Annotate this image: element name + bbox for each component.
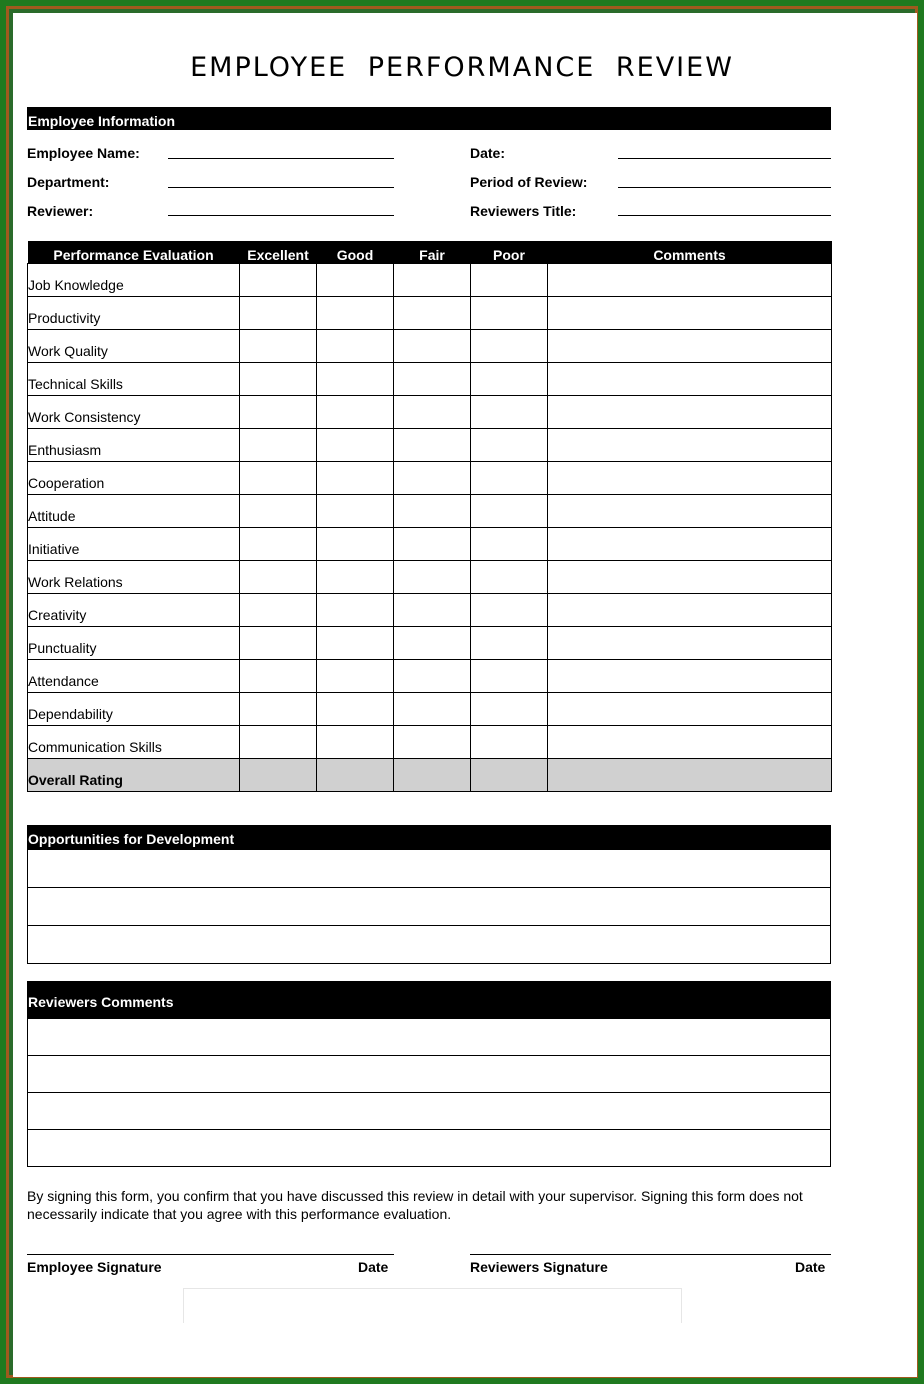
rating-cell-fair[interactable] — [394, 396, 471, 429]
overall-rating-row — [28, 759, 832, 792]
rating-cell-comments[interactable] — [548, 660, 832, 693]
rating-cell-excellent[interactable] — [240, 495, 317, 528]
rating-cell-comments[interactable] — [548, 594, 832, 627]
criterion-label: Work Consistency — [28, 396, 240, 429]
criterion-label: Attendance — [28, 660, 240, 693]
rating-cell-fair[interactable] — [394, 693, 471, 726]
rating-cell-comments[interactable] — [548, 759, 832, 792]
rating-cell-comments[interactable] — [548, 693, 832, 726]
rating-cell-poor[interactable] — [471, 330, 548, 363]
rating-cell-poor[interactable] — [471, 594, 548, 627]
employee-name-label: Employee Name: — [27, 145, 140, 161]
column-header-performance-evaluation: Performance Evaluation — [28, 241, 240, 264]
rating-cell-comments[interactable] — [548, 330, 832, 363]
development-line[interactable] — [28, 926, 830, 964]
rating-cell-good[interactable] — [317, 759, 394, 792]
disclaimer-text: By signing this form, you confirm that you have discussed this review in detail with your supervisor. Signing this form does not necessarily indicate that you agree with this performance evaluation. — [27, 1188, 803, 1222]
rating-cell-good[interactable] — [317, 363, 394, 396]
rating-cell-good[interactable] — [317, 495, 394, 528]
rating-cell-comments[interactable] — [548, 726, 832, 759]
rating-cell-good[interactable] — [317, 264, 394, 297]
reviewers-title-field[interactable] — [618, 215, 831, 216]
criterion-label: Technical Skills — [28, 363, 240, 396]
criterion-label: Enthusiasm — [28, 429, 240, 462]
table-row — [28, 660, 832, 693]
table-row — [28, 396, 832, 429]
rating-cell-poor[interactable] — [471, 396, 548, 429]
rating-cell-poor[interactable] — [471, 297, 548, 330]
table-row — [28, 363, 832, 396]
reviewer-label: Reviewer: — [27, 203, 94, 219]
rating-cell-comments[interactable] — [548, 528, 832, 561]
development-header: Opportunities for Development — [27, 825, 831, 849]
rating-cell-fair[interactable] — [394, 297, 471, 330]
employee-date-label: Date — [358, 1259, 389, 1275]
rating-cell-comments[interactable] — [548, 264, 832, 297]
rating-cell-good[interactable] — [317, 561, 394, 594]
development-box — [27, 849, 831, 964]
table-row — [28, 462, 832, 495]
table-row — [28, 627, 832, 660]
rating-cell-good[interactable] — [317, 726, 394, 759]
rating-cell-fair[interactable] — [394, 462, 471, 495]
rating-cell-fair[interactable] — [394, 264, 471, 297]
date-label: Date: — [470, 145, 506, 161]
rating-cell-excellent[interactable] — [240, 693, 317, 726]
rating-cell-poor[interactable] — [471, 429, 548, 462]
rating-cell-fair[interactable] — [394, 330, 471, 363]
table-row — [28, 495, 832, 528]
criterion-label: Productivity — [28, 297, 240, 330]
criterion-label: Communication Skills — [28, 726, 240, 759]
table-row — [28, 726, 832, 759]
reviewer-signature-label: Reviewers Signature — [470, 1259, 608, 1275]
employee-signature-line[interactable] — [27, 1254, 394, 1255]
table-row — [28, 429, 832, 462]
rating-cell-poor[interactable] — [471, 363, 548, 396]
rating-cell-comments[interactable] — [548, 396, 832, 429]
criterion-label: Dependability — [28, 693, 240, 726]
column-header-good: Good — [317, 241, 394, 264]
column-header-excellent: Excellent — [240, 241, 317, 264]
rating-cell-excellent[interactable] — [240, 627, 317, 660]
employee-signature-label: Employee Signature — [27, 1259, 162, 1275]
rating-cell-fair[interactable] — [394, 726, 471, 759]
criterion-label: Punctuality — [28, 627, 240, 660]
overall-rating-label: Overall Rating — [28, 759, 240, 792]
column-header-poor: Poor — [471, 241, 548, 264]
criterion-label: Cooperation — [28, 462, 240, 495]
rating-cell-poor[interactable] — [471, 627, 548, 660]
table-row — [28, 297, 832, 330]
rating-cell-good[interactable] — [317, 396, 394, 429]
rating-cell-excellent[interactable] — [240, 396, 317, 429]
rating-cell-poor[interactable] — [471, 528, 548, 561]
department-field[interactable] — [168, 187, 394, 188]
development-line[interactable] — [28, 850, 830, 888]
criterion-label: Initiative — [28, 528, 240, 561]
rating-cell-comments[interactable] — [548, 297, 832, 330]
rating-cell-fair[interactable] — [394, 528, 471, 561]
rating-cell-fair[interactable] — [394, 759, 471, 792]
rating-cell-poor[interactable] — [471, 759, 548, 792]
rating-cell-excellent[interactable] — [240, 297, 317, 330]
rating-cell-poor[interactable] — [471, 462, 548, 495]
rating-cell-good[interactable] — [317, 627, 394, 660]
performance-evaluation-table — [27, 241, 832, 792]
rating-cell-good[interactable] — [317, 462, 394, 495]
column-header-fair: Fair — [394, 241, 471, 264]
table-row — [28, 594, 832, 627]
criterion-label: Job Knowledge — [28, 264, 240, 297]
department-label: Department: — [27, 174, 110, 190]
rating-cell-excellent[interactable] — [240, 528, 317, 561]
faint-outline — [183, 1288, 682, 1323]
rating-cell-good[interactable] — [317, 693, 394, 726]
employee-name-field[interactable] — [168, 158, 394, 159]
rating-cell-fair[interactable] — [394, 495, 471, 528]
rating-cell-excellent[interactable] — [240, 594, 317, 627]
criterion-label: Work Quality — [28, 330, 240, 363]
column-header-comments: Comments — [548, 241, 832, 264]
rating-cell-good[interactable] — [317, 594, 394, 627]
reviewer-field[interactable] — [168, 215, 394, 216]
table-row — [28, 528, 832, 561]
reviewer-signature-line[interactable] — [470, 1254, 831, 1255]
table-row — [28, 264, 832, 297]
rating-cell-good[interactable] — [317, 660, 394, 693]
rating-cell-poor[interactable] — [471, 693, 548, 726]
rating-cell-fair[interactable] — [394, 429, 471, 462]
rating-cell-excellent[interactable] — [240, 264, 317, 297]
reviewer-comments-header: Reviewers Comments — [27, 981, 831, 1018]
period-of-review-label: Period of Review: — [470, 174, 588, 190]
reviewer-comments-line[interactable] — [28, 1056, 830, 1093]
rating-cell-excellent[interactable] — [240, 429, 317, 462]
criterion-label: Work Relations — [28, 561, 240, 594]
rating-cell-fair[interactable] — [394, 660, 471, 693]
rating-cell-fair[interactable] — [394, 627, 471, 660]
rating-cell-excellent[interactable] — [240, 561, 317, 594]
rating-cell-good[interactable] — [317, 429, 394, 462]
rating-cell-comments[interactable] — [548, 495, 832, 528]
reviewer-comments-box — [27, 1018, 831, 1167]
rating-cell-good[interactable] — [317, 528, 394, 561]
table-row — [28, 693, 832, 726]
rating-cell-excellent[interactable] — [240, 726, 317, 759]
rating-cell-comments[interactable] — [548, 363, 832, 396]
rating-cell-fair[interactable] — [394, 594, 471, 627]
rating-cell-excellent[interactable] — [240, 660, 317, 693]
table-header-row — [28, 241, 832, 264]
reviewer-comments-line[interactable] — [28, 1130, 830, 1167]
rating-cell-comments[interactable] — [548, 429, 832, 462]
reviewer-comments-line[interactable] — [28, 1019, 830, 1056]
development-line[interactable] — [28, 888, 830, 926]
table-row — [28, 330, 832, 363]
rating-cell-poor[interactable] — [471, 495, 548, 528]
table-row — [28, 561, 832, 594]
rating-cell-poor[interactable] — [471, 264, 548, 297]
rating-cell-excellent[interactable] — [240, 363, 317, 396]
rating-cell-poor[interactable] — [471, 660, 548, 693]
criterion-label: Attitude — [28, 495, 240, 528]
rating-cell-comments[interactable] — [548, 561, 832, 594]
rating-cell-good[interactable] — [317, 330, 394, 363]
rating-cell-poor[interactable] — [471, 561, 548, 594]
criterion-label: Creativity — [28, 594, 240, 627]
rating-cell-good[interactable] — [317, 297, 394, 330]
reviewers-title-label: Reviewers Title: — [470, 203, 577, 219]
rating-cell-excellent[interactable] — [240, 462, 317, 495]
rating-cell-comments[interactable] — [548, 462, 832, 495]
rating-cell-poor[interactable] — [471, 726, 548, 759]
date-field[interactable] — [618, 158, 831, 159]
period-of-review-field[interactable] — [618, 187, 831, 188]
page-title: EMPLOYEE PERFORMANCE REVIEW — [190, 52, 734, 83]
reviewer-date-label: Date — [795, 1259, 826, 1275]
rating-cell-excellent[interactable] — [240, 759, 317, 792]
rating-cell-comments[interactable] — [548, 627, 832, 660]
rating-cell-excellent[interactable] — [240, 330, 317, 363]
reviewer-comments-line[interactable] — [28, 1093, 830, 1130]
employee-info-header: Employee Information — [27, 107, 831, 130]
rating-cell-fair[interactable] — [394, 561, 471, 594]
rating-cell-fair[interactable] — [394, 363, 471, 396]
